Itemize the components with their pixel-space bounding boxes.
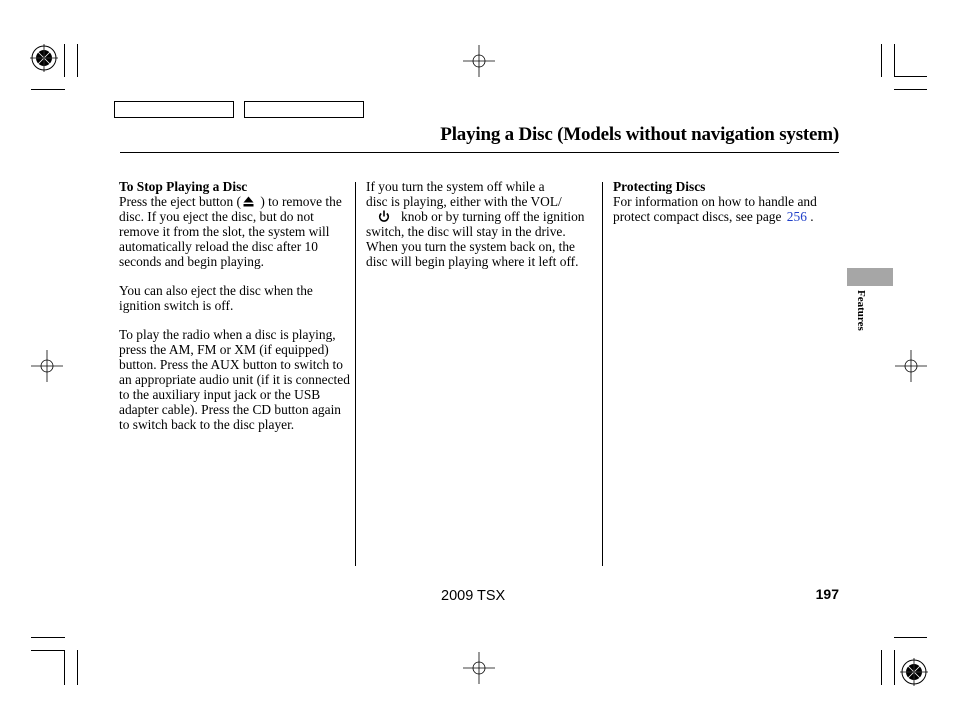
- footer-model: 2009 TSX: [441, 588, 506, 604]
- text-span: For information on how to handle and protect compact discs, see page: [613, 193, 817, 224]
- crop-mark: [77, 44, 78, 77]
- paragraph: [119, 195, 351, 270]
- crop-mark: [31, 637, 65, 638]
- registration-target-icon: [30, 44, 58, 72]
- text-span: remove the disc. If you eject the disc, but do not remove it from the slot, the system will automatically reload the disc after 10 seconds and begin playing.: [119, 193, 342, 269]
- text-span: ignition switch, the disc will stay in the drive. When you turn the system back on, the disc will begin playing where it left off.: [366, 208, 585, 269]
- column-divider: [602, 182, 603, 566]
- crop-mark: [894, 89, 927, 90]
- text-span: Press the eject button (: [119, 193, 241, 209]
- text-span: .: [810, 208, 814, 224]
- crosshair-icon: [31, 350, 63, 382]
- header-tab-box: [244, 101, 364, 118]
- crop-mark: [64, 44, 65, 77]
- text-span: knob or by turning off the: [401, 208, 540, 224]
- page-reference-link[interactable]: 256: [786, 208, 807, 224]
- crosshair-icon: [895, 350, 927, 382]
- paragraph: You can also eject the disc when the ignition switch is off.: [119, 283, 313, 313]
- crop-mark: [881, 44, 882, 77]
- power-icon: [366, 210, 401, 225]
- title-rule: [120, 152, 839, 153]
- paragraph: [366, 210, 598, 270]
- section-side-tab: [847, 268, 893, 286]
- crop-mark: [894, 44, 895, 77]
- left-column: [119, 180, 351, 433]
- text-line: disc is playing, either with the VOL/: [366, 193, 562, 209]
- crop-mark: [894, 650, 895, 685]
- eject-icon: [241, 195, 257, 210]
- section-heading: To Stop Playing a Disc: [119, 179, 248, 194]
- column-divider: [355, 182, 356, 566]
- crosshair-icon: [463, 45, 495, 77]
- crop-mark: [77, 650, 78, 685]
- registration-target-icon: [900, 658, 928, 686]
- crop-mark: [894, 637, 927, 638]
- crop-mark: [31, 89, 65, 90]
- crop-mark: [881, 650, 882, 685]
- text-span: ) to: [260, 193, 279, 209]
- right-column: [613, 180, 838, 225]
- section-heading: Protecting Discs: [613, 179, 706, 194]
- crosshair-icon: [463, 652, 495, 684]
- page-number: 197: [815, 586, 839, 602]
- crop-mark: [894, 76, 927, 77]
- crop-mark: [64, 650, 65, 685]
- paragraph: To play the radio when a disc is playing, press the AM, FM or XM (if equipped) button. Press the AUX button to switch to an appropriate audio unit (if it is connected to the auxiliary input jack or the USB adapter cable). Press the CD button again to switch back to the disc player.: [119, 327, 350, 432]
- side-tab-label: Features: [855, 290, 867, 331]
- middle-column: [366, 180, 598, 269]
- header-tab-box: [114, 101, 234, 118]
- crop-mark: [31, 650, 65, 651]
- page-title: Playing a Disc (Models without navigation system): [440, 124, 839, 145]
- text-line: If you turn the system off while a: [366, 179, 545, 194]
- paragraph: [613, 195, 838, 225]
